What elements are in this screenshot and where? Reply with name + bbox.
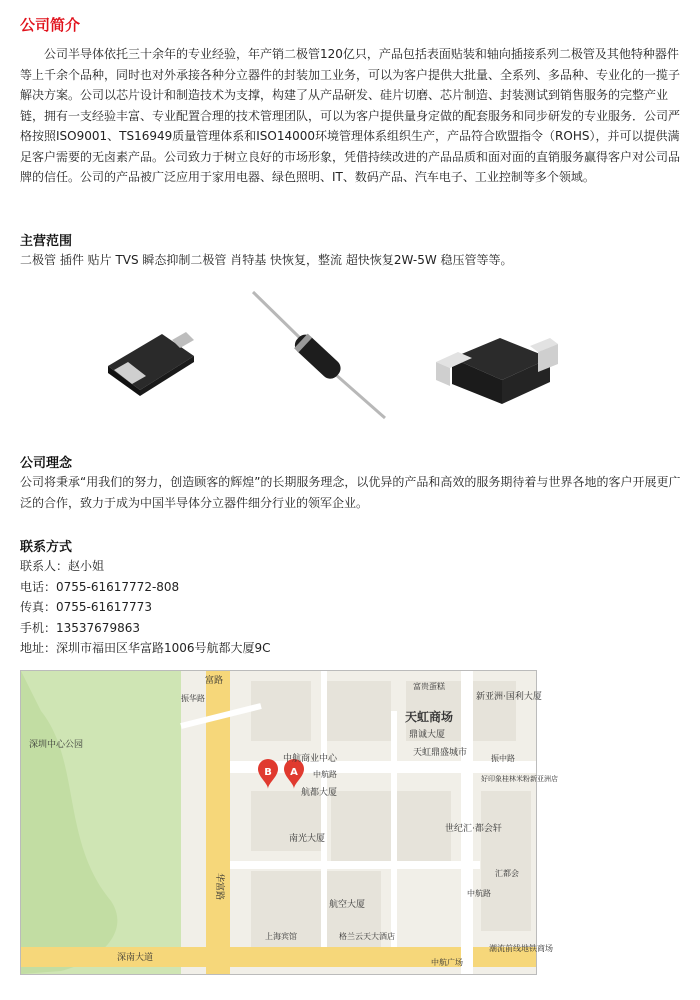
map-label-hangdu: 航都大厦 (301, 788, 338, 798)
contact-fax: 传真：0755-61617773 (20, 600, 152, 614)
contact-person: 联系人：赵小姐 (20, 559, 105, 573)
map-label-printing: 好印象桂林米粉新亚洲店 (481, 775, 558, 783)
map-label-park: 深圳中心公园 (29, 740, 84, 750)
map-label-huafu-lower: 华富路 (214, 873, 224, 901)
map-label-zhenhua: 振华路 (181, 694, 205, 703)
map-label-huafu-top: 富路 (205, 676, 224, 686)
map-label-chaoliu: 潮流前线地铁商场 (489, 944, 553, 953)
intro-paragraph: 公司半导体依托三十余年的专业经验，年产销二极管120亿只，产品包括表面贴装和轴向插接系列二极管及其他特种器件等上千余个品种，同时也对外承接各种分立器件的封装加工业务，可以为客户提供大批量、全系列、多品种、专业化的一揽子解决方案。公司以芯片设计和制造技术为支撑，构建了从产品研发、硅片切磨、芯片制造、封装测试到销售服务的完整产业链，拥有一支经验丰富、专业配置合理的技术管理团队，可以为客户提供量身定做的配套服务和同步研发的专业服务．公司严格按照ISO9001、TS16949质量管理体系和ISO14000环境管理体系组织生产，产品符合欧盟指令（ROHS），并可以提供满足客户需要的无卤素产品。公司致力于树立良好的市场形象，凭借持续改进的产品品质和面对面的直销服务赢得客户对公司品牌的信任。公司的产品被广泛应用于家用电器、绿色照明、IT、数码产品、汽车电子、工业控制等多个领域。 (20, 47, 681, 184)
philosophy-paragraph: 公司将秉承“用我们的努力，创造顾客的辉煌”的长期服务理念，以优异的产品和高效的服务期待着与世界各地的客户开展更广泛的合作，致力于成为中国半导体分立器件细分行业的领军企业。 (20, 475, 681, 510)
map-label-hangkong: 航空大厦 (329, 900, 366, 910)
map-label-zhonghang-center: 中航商业中心 (283, 754, 338, 764)
smd-diode-3d-image (430, 318, 560, 408)
contact-mobile: 手机：13537679863 (20, 620, 140, 635)
map-label-zhonghang-v: 中航路 (467, 889, 491, 898)
scope-title: 主营范围 (20, 234, 73, 249)
map-label-gelan: 格兰云天大酒店 (339, 932, 395, 941)
axial-diode-image (245, 288, 390, 428)
contact-block (20, 556, 271, 659)
map-label-shennan: 深南大道 (117, 953, 154, 963)
map-label-huibei: 汇都会 (495, 869, 519, 878)
contact-title: 联系方式 (20, 540, 73, 555)
map-label-dingcheng: 鼎诚大厦 (409, 730, 446, 740)
intro-title: 公司简介 (20, 16, 81, 34)
marker-b: B (264, 767, 272, 778)
map-label-zhonghang-road: 中航路 (313, 770, 337, 779)
philosophy-title: 公司理念 (20, 456, 73, 471)
map-label-tianhong: 天虹商场 (405, 710, 454, 724)
marker-a: A (290, 767, 298, 778)
map-label-tianhong-ding: 天虹鼎盛城市 (413, 748, 468, 758)
map-label-bakery: 富贵蛋糕 (413, 682, 445, 691)
map-label-nanguang: 南光大厦 (289, 834, 326, 844)
map-label-new-asia: 新亚洲·国利大厦 (476, 692, 542, 702)
location-map[interactable] (20, 670, 558, 975)
map-label-century: 世纪汇·都会轩 (445, 824, 502, 834)
contact-address: 地址：深圳市福田区华富路1006号航都大厦9C (20, 641, 271, 655)
map-label-zhenzhong: 振中路 (491, 754, 515, 763)
contact-phone: 电话：0755-61617772-808 (20, 579, 180, 594)
map-label-shanghai-hotel: 上海宾馆 (265, 932, 297, 941)
map-label-zhonghang-plaza: 中航广场 (431, 958, 463, 967)
smd-diode-image (100, 318, 200, 398)
scope-paragraph: 二极管 插件 贴片 TVS 瞬态抑制二极管 肖特基 快恢复，整流 超快恢复2W-5W 稳压管等等。 (20, 253, 513, 267)
